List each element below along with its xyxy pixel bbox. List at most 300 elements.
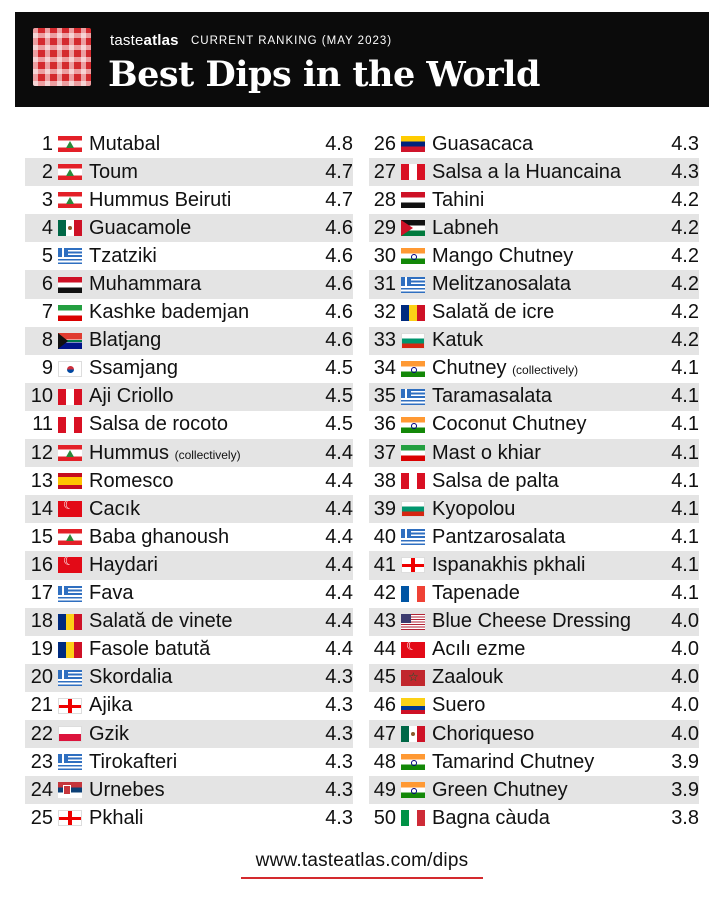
flag-pe-icon bbox=[401, 473, 425, 489]
flag-pe-icon bbox=[58, 417, 82, 433]
ranking-row bbox=[25, 439, 353, 467]
dip-name bbox=[89, 526, 313, 549]
rank-number: 48 bbox=[373, 750, 396, 773]
rank-number: 12 bbox=[30, 441, 53, 464]
rating-score: 4.1 bbox=[671, 469, 699, 492]
ranking-row bbox=[25, 214, 353, 242]
ranking-row bbox=[369, 664, 699, 692]
dip-name-text: Salată de icre bbox=[432, 301, 555, 324]
dip-name-text: Tzatziki bbox=[89, 244, 157, 267]
dip-name bbox=[89, 385, 313, 408]
dip-name bbox=[432, 498, 659, 521]
dip-name bbox=[89, 245, 313, 268]
ranking-row bbox=[369, 299, 699, 327]
ranking-row bbox=[25, 523, 353, 551]
dip-name bbox=[432, 413, 659, 436]
dip-name bbox=[432, 470, 659, 493]
dip-name bbox=[432, 723, 659, 746]
dip-name-text: Tirokafteri bbox=[89, 750, 178, 773]
dip-name-text: Bagna càuda bbox=[432, 806, 550, 829]
dip-name bbox=[432, 666, 659, 689]
flag-us-icon bbox=[401, 614, 425, 630]
rank-number: 4 bbox=[41, 216, 53, 239]
tablecloth-logo-icon bbox=[33, 28, 91, 86]
rank-number: 40 bbox=[373, 525, 396, 548]
rank-number: 15 bbox=[30, 525, 53, 548]
ranking-row bbox=[25, 636, 353, 664]
dip-name-text: Cacık bbox=[89, 497, 141, 520]
dip-name bbox=[89, 273, 313, 296]
ranking-row bbox=[25, 130, 353, 158]
ranking-row bbox=[369, 776, 699, 804]
ranking-row bbox=[25, 383, 353, 411]
flag-gr-icon bbox=[401, 277, 425, 293]
flag-gr-icon bbox=[58, 754, 82, 770]
dip-name bbox=[89, 666, 313, 689]
dip-name-text: Fava bbox=[89, 582, 134, 605]
dip-name-text: Zaalouk bbox=[432, 666, 504, 689]
rank-number: 30 bbox=[373, 244, 396, 267]
rating-score: 4.2 bbox=[671, 216, 699, 239]
footer-url[interactable]: www.tasteatlas.com/dips bbox=[255, 850, 469, 871]
rank-number: 3 bbox=[41, 188, 53, 211]
ranking-row bbox=[25, 270, 353, 298]
flag-bg-icon bbox=[401, 333, 425, 349]
ranking-row bbox=[25, 608, 353, 636]
ranking-row bbox=[369, 439, 699, 467]
dip-name-text: Hummus Beiruti bbox=[89, 188, 232, 211]
dip-name-text: Blatjang bbox=[89, 329, 162, 352]
flag-ro-icon bbox=[58, 642, 82, 658]
ranking-row bbox=[25, 776, 353, 804]
rating-score: 4.1 bbox=[671, 441, 699, 464]
flag-ma-icon bbox=[401, 670, 425, 686]
dip-name-text: Katuk bbox=[432, 329, 484, 352]
dip-name-text: Salsa de rocoto bbox=[89, 413, 228, 436]
rating-score: 4.4 bbox=[325, 610, 353, 633]
ranking-row bbox=[25, 580, 353, 608]
flag-es-icon bbox=[58, 473, 82, 489]
ranking-row bbox=[25, 664, 353, 692]
dip-name-text: Hummus bbox=[89, 441, 170, 464]
flag-gr-icon bbox=[58, 586, 82, 602]
flag-pl-icon bbox=[58, 726, 82, 742]
dip-name bbox=[89, 638, 313, 661]
rating-score: 4.4 bbox=[325, 469, 353, 492]
dip-name bbox=[432, 189, 659, 212]
rating-score: 4.6 bbox=[325, 273, 353, 296]
dip-name bbox=[89, 751, 313, 774]
dip-name-text: Mango Chutney bbox=[432, 244, 574, 267]
flag-gr-icon bbox=[58, 670, 82, 686]
dip-name-text: Green Chutney bbox=[432, 778, 568, 801]
rank-number: 29 bbox=[373, 216, 396, 239]
flag-tr-icon bbox=[401, 642, 425, 658]
dip-name bbox=[89, 189, 313, 212]
dip-name-text: Mast o khiar bbox=[432, 441, 541, 464]
rank-number: 43 bbox=[373, 610, 396, 633]
rating-score: 3.9 bbox=[671, 750, 699, 773]
ranking-row bbox=[369, 242, 699, 270]
dip-name-text: Tapenade bbox=[432, 582, 520, 605]
ranking-row bbox=[369, 636, 699, 664]
flag-gr-icon bbox=[401, 529, 425, 545]
dip-name bbox=[432, 554, 659, 577]
rating-score: 4.1 bbox=[671, 357, 699, 380]
flag-gr-icon bbox=[401, 389, 425, 405]
ranking-row bbox=[369, 580, 699, 608]
rank-number: 1 bbox=[41, 132, 53, 155]
rating-score: 4.0 bbox=[671, 722, 699, 745]
rating-score: 4.5 bbox=[325, 385, 353, 408]
ranking-row bbox=[369, 130, 699, 158]
dip-name-text: Pantzarosalata bbox=[432, 525, 566, 548]
dip-name bbox=[432, 610, 659, 633]
flag-jo-icon bbox=[401, 220, 425, 236]
rank-number: 14 bbox=[30, 497, 53, 520]
rating-score: 4.5 bbox=[325, 357, 353, 380]
flag-in-icon bbox=[401, 754, 425, 770]
rating-score: 4.2 bbox=[671, 329, 699, 352]
rank-number: 31 bbox=[373, 273, 396, 296]
rating-score: 4.2 bbox=[671, 244, 699, 267]
dip-name bbox=[89, 807, 313, 830]
dip-name-text: Fasole batută bbox=[89, 638, 211, 661]
flag-mx-icon bbox=[58, 220, 82, 236]
dip-name bbox=[89, 554, 313, 577]
rank-number: 36 bbox=[373, 413, 396, 436]
rating-score: 4.4 bbox=[325, 441, 353, 464]
dip-name bbox=[89, 217, 313, 240]
rank-number: 10 bbox=[30, 385, 53, 408]
ranking-row bbox=[369, 804, 699, 832]
rank-number: 44 bbox=[373, 638, 396, 661]
ranking-row bbox=[25, 495, 353, 523]
flag-lb-icon bbox=[58, 192, 82, 208]
rank-number: 24 bbox=[30, 778, 53, 801]
rating-score: 4.3 bbox=[671, 160, 699, 183]
dip-name-text: Tamarind Chutney bbox=[432, 750, 595, 773]
rank-number: 16 bbox=[30, 553, 53, 576]
ranking-row bbox=[369, 467, 699, 495]
dip-name-text: Salată de vinete bbox=[89, 610, 233, 633]
dip-name bbox=[89, 413, 313, 436]
rating-score: 4.1 bbox=[671, 413, 699, 436]
dip-name bbox=[432, 357, 659, 380]
flag-rs-icon bbox=[58, 782, 82, 798]
dip-name-text: Tahini bbox=[432, 188, 485, 211]
dip-name bbox=[432, 638, 659, 661]
flag-it-icon bbox=[401, 810, 425, 826]
ranking-row bbox=[25, 551, 353, 579]
rank-number: 46 bbox=[373, 694, 396, 717]
ranking-column-left bbox=[25, 130, 353, 832]
dip-name bbox=[432, 582, 659, 605]
rank-number: 38 bbox=[373, 469, 396, 492]
dip-name bbox=[89, 161, 313, 184]
rank-number: 2 bbox=[41, 160, 53, 183]
rank-number: 22 bbox=[30, 722, 53, 745]
flag-ge-icon bbox=[58, 810, 82, 826]
ranking-row bbox=[369, 608, 699, 636]
rank-number: 50 bbox=[373, 806, 396, 829]
rating-score: 4.7 bbox=[325, 188, 353, 211]
rating-score: 4.4 bbox=[325, 638, 353, 661]
dip-name bbox=[89, 610, 313, 633]
ranking-row bbox=[369, 748, 699, 776]
rank-number: 18 bbox=[30, 610, 53, 633]
dip-name-text: Salsa de palta bbox=[432, 469, 559, 492]
flag-in-icon bbox=[401, 417, 425, 433]
rank-number: 34 bbox=[373, 357, 396, 380]
dip-name-text: Acılı ezme bbox=[432, 638, 526, 661]
rating-score: 4.8 bbox=[325, 132, 353, 155]
dip-name-text: Skordalia bbox=[89, 666, 173, 689]
rating-score: 4.7 bbox=[325, 160, 353, 183]
flag-co-icon bbox=[401, 698, 425, 714]
rating-score: 4.0 bbox=[671, 694, 699, 717]
ranking-column-right bbox=[369, 130, 699, 832]
dip-name-text: Haydari bbox=[89, 553, 158, 576]
rank-number: 35 bbox=[373, 385, 396, 408]
ranking-row bbox=[369, 551, 699, 579]
dip-name-text: Coconut Chutney bbox=[432, 413, 587, 436]
rating-score: 4.6 bbox=[325, 301, 353, 324]
dip-name bbox=[89, 582, 313, 605]
ranking-row bbox=[369, 720, 699, 748]
rank-number: 7 bbox=[41, 301, 53, 324]
flag-pe-icon bbox=[58, 389, 82, 405]
ranking-row bbox=[25, 720, 353, 748]
rank-number: 20 bbox=[30, 666, 53, 689]
dip-name bbox=[432, 385, 659, 408]
rating-score: 4.6 bbox=[325, 329, 353, 352]
rank-number: 21 bbox=[30, 694, 53, 717]
dip-name bbox=[432, 442, 659, 465]
rating-score: 4.2 bbox=[671, 273, 699, 296]
ranking-row bbox=[369, 411, 699, 439]
brand-bold: atlas bbox=[143, 32, 179, 49]
ranking-row bbox=[369, 158, 699, 186]
rating-score: 4.0 bbox=[671, 638, 699, 661]
rating-score: 4.3 bbox=[325, 806, 353, 829]
ranking-row bbox=[25, 411, 353, 439]
dip-name bbox=[432, 133, 659, 156]
rating-score: 4.4 bbox=[325, 582, 353, 605]
dip-name-text: Ssamjang bbox=[89, 357, 178, 380]
dip-name bbox=[432, 161, 659, 184]
rank-number: 32 bbox=[373, 301, 396, 324]
dip-name-text: Romesco bbox=[89, 469, 174, 492]
flag-lb-icon bbox=[58, 164, 82, 180]
ranking-row bbox=[369, 523, 699, 551]
rating-score: 4.1 bbox=[671, 553, 699, 576]
rating-score: 4.3 bbox=[325, 694, 353, 717]
dip-name-text: Taramasalata bbox=[432, 385, 553, 408]
dip-name-text: Urnebes bbox=[89, 778, 165, 801]
rank-number: 26 bbox=[373, 132, 396, 155]
ranking-row bbox=[25, 327, 353, 355]
dip-name-text: Aji Criollo bbox=[89, 385, 174, 408]
dip-name-text: Kashke bademjan bbox=[89, 301, 250, 324]
rating-score: 4.5 bbox=[325, 413, 353, 436]
flag-pe-icon bbox=[401, 164, 425, 180]
dip-name-text: Kyopolou bbox=[432, 497, 516, 520]
ranking-row bbox=[369, 327, 699, 355]
ranking-row bbox=[25, 692, 353, 720]
rank-number: 13 bbox=[30, 469, 53, 492]
rating-score: 4.4 bbox=[325, 553, 353, 576]
dip-name-text: Blue Cheese Dressing bbox=[432, 610, 631, 633]
rating-score: 4.1 bbox=[671, 497, 699, 520]
dip-name-text: Ajika bbox=[89, 694, 133, 717]
rating-score: 4.1 bbox=[671, 385, 699, 408]
dip-name bbox=[432, 329, 659, 352]
dip-name-note: (collectively) bbox=[174, 447, 241, 462]
ranking-row bbox=[25, 186, 353, 214]
dip-name-text: Salsa a la Huancaina bbox=[432, 160, 622, 183]
dip-name bbox=[89, 442, 313, 465]
dip-name-text: Mutabal bbox=[89, 132, 161, 155]
rank-number: 23 bbox=[30, 750, 53, 773]
flag-ir-icon bbox=[58, 305, 82, 321]
page-title: Best Dips in the World bbox=[108, 54, 540, 95]
flag-lb-icon bbox=[58, 445, 82, 461]
dip-name-text: Suero bbox=[432, 694, 486, 717]
dip-name-text: Gzik bbox=[89, 722, 129, 745]
flag-in-icon bbox=[401, 361, 425, 377]
dip-name bbox=[89, 133, 313, 156]
dip-name-text: Baba ghanoush bbox=[89, 525, 230, 548]
rank-number: 19 bbox=[30, 638, 53, 661]
rating-score: 4.0 bbox=[671, 610, 699, 633]
rating-score: 4.2 bbox=[671, 188, 699, 211]
rating-score: 4.3 bbox=[671, 132, 699, 155]
rank-number: 39 bbox=[373, 497, 396, 520]
dip-name-text: Choriqueso bbox=[432, 722, 535, 745]
ranking-row bbox=[25, 242, 353, 270]
dip-name bbox=[89, 470, 313, 493]
ranking-row bbox=[369, 495, 699, 523]
dip-name-text: Guacamole bbox=[89, 216, 192, 239]
ranking-row bbox=[369, 355, 699, 383]
header-banner bbox=[15, 12, 709, 107]
dip-name bbox=[432, 217, 659, 240]
ranking-row bbox=[25, 804, 353, 832]
rank-number: 49 bbox=[373, 778, 396, 801]
rating-score: 4.3 bbox=[325, 778, 353, 801]
flag-tr-icon bbox=[58, 557, 82, 573]
flag-gr-icon bbox=[58, 248, 82, 264]
ranking-row bbox=[25, 158, 353, 186]
rating-score: 4.4 bbox=[325, 525, 353, 548]
rating-score: 4.6 bbox=[325, 244, 353, 267]
rank-number: 42 bbox=[373, 582, 396, 605]
flag-ro-icon bbox=[58, 614, 82, 630]
flag-ge-icon bbox=[58, 698, 82, 714]
rating-score: 4.1 bbox=[671, 525, 699, 548]
flag-ir-icon bbox=[401, 445, 425, 461]
rank-number: 9 bbox=[41, 357, 53, 380]
dip-name bbox=[432, 694, 659, 717]
rating-score: 4.0 bbox=[671, 666, 699, 689]
rating-score: 4.2 bbox=[671, 301, 699, 324]
flag-kr-icon bbox=[58, 361, 82, 377]
dip-name-text: Ispanakhis pkhali bbox=[432, 553, 586, 576]
dip-name-note: (collectively) bbox=[512, 363, 579, 378]
rank-number: 45 bbox=[373, 666, 396, 689]
rank-number: 47 bbox=[373, 722, 396, 745]
flag-in-icon bbox=[401, 248, 425, 264]
rating-score: 4.3 bbox=[325, 750, 353, 773]
rank-number: 17 bbox=[30, 582, 53, 605]
dip-name bbox=[89, 694, 313, 717]
flag-za-icon bbox=[58, 333, 82, 349]
rating-score: 3.9 bbox=[671, 778, 699, 801]
dip-name bbox=[89, 498, 313, 521]
dip-name-text: Pkhali bbox=[89, 806, 144, 829]
footer-underline bbox=[241, 877, 483, 879]
flag-mx-icon bbox=[401, 726, 425, 742]
dip-name bbox=[432, 751, 659, 774]
dip-name bbox=[89, 301, 313, 324]
dip-name bbox=[89, 779, 313, 802]
rank-number: 6 bbox=[41, 273, 53, 296]
flag-sy-icon bbox=[58, 277, 82, 293]
ranking-row bbox=[369, 270, 699, 298]
dip-name-text: Labneh bbox=[432, 216, 499, 239]
ranking-row bbox=[25, 467, 353, 495]
rating-score: 4.4 bbox=[325, 497, 353, 520]
flag-tr-icon bbox=[58, 501, 82, 517]
flag-bg-icon bbox=[401, 501, 425, 517]
dip-name-text: Toum bbox=[89, 160, 138, 183]
flag-ro-icon bbox=[401, 305, 425, 321]
rating-score: 4.6 bbox=[325, 216, 353, 239]
ranking-kicker: CURRENT RANKING (MAY 2023) bbox=[191, 35, 393, 47]
flag-ge-icon bbox=[401, 557, 425, 573]
dip-name bbox=[89, 357, 313, 380]
dip-name bbox=[89, 723, 313, 746]
dip-name bbox=[432, 807, 659, 830]
rating-score: 4.1 bbox=[671, 582, 699, 605]
rank-number: 11 bbox=[32, 413, 53, 436]
rating-score: 3.8 bbox=[671, 806, 699, 829]
flag-lb-icon bbox=[58, 529, 82, 545]
rank-number: 25 bbox=[30, 806, 53, 829]
brand-wordmark bbox=[110, 32, 179, 49]
ranking-row bbox=[369, 692, 699, 720]
dip-name bbox=[432, 301, 659, 324]
dip-name-text: Muhammara bbox=[89, 273, 202, 296]
dip-name-text: Melitzanosalata bbox=[432, 273, 571, 296]
flag-ve-icon bbox=[401, 136, 425, 152]
rating-score: 4.3 bbox=[325, 722, 353, 745]
flag-lb-icon bbox=[58, 136, 82, 152]
rank-number: 41 bbox=[373, 553, 396, 576]
flag-in-icon bbox=[401, 782, 425, 798]
dip-name bbox=[89, 329, 313, 352]
ranking-row bbox=[369, 383, 699, 411]
rank-number: 28 bbox=[373, 188, 396, 211]
dip-name bbox=[432, 273, 659, 296]
ranking-row bbox=[369, 214, 699, 242]
rank-number: 8 bbox=[41, 329, 53, 352]
rank-number: 27 bbox=[373, 160, 396, 183]
ranking-row bbox=[25, 748, 353, 776]
rank-number: 5 bbox=[41, 244, 53, 267]
ranking-row bbox=[369, 186, 699, 214]
